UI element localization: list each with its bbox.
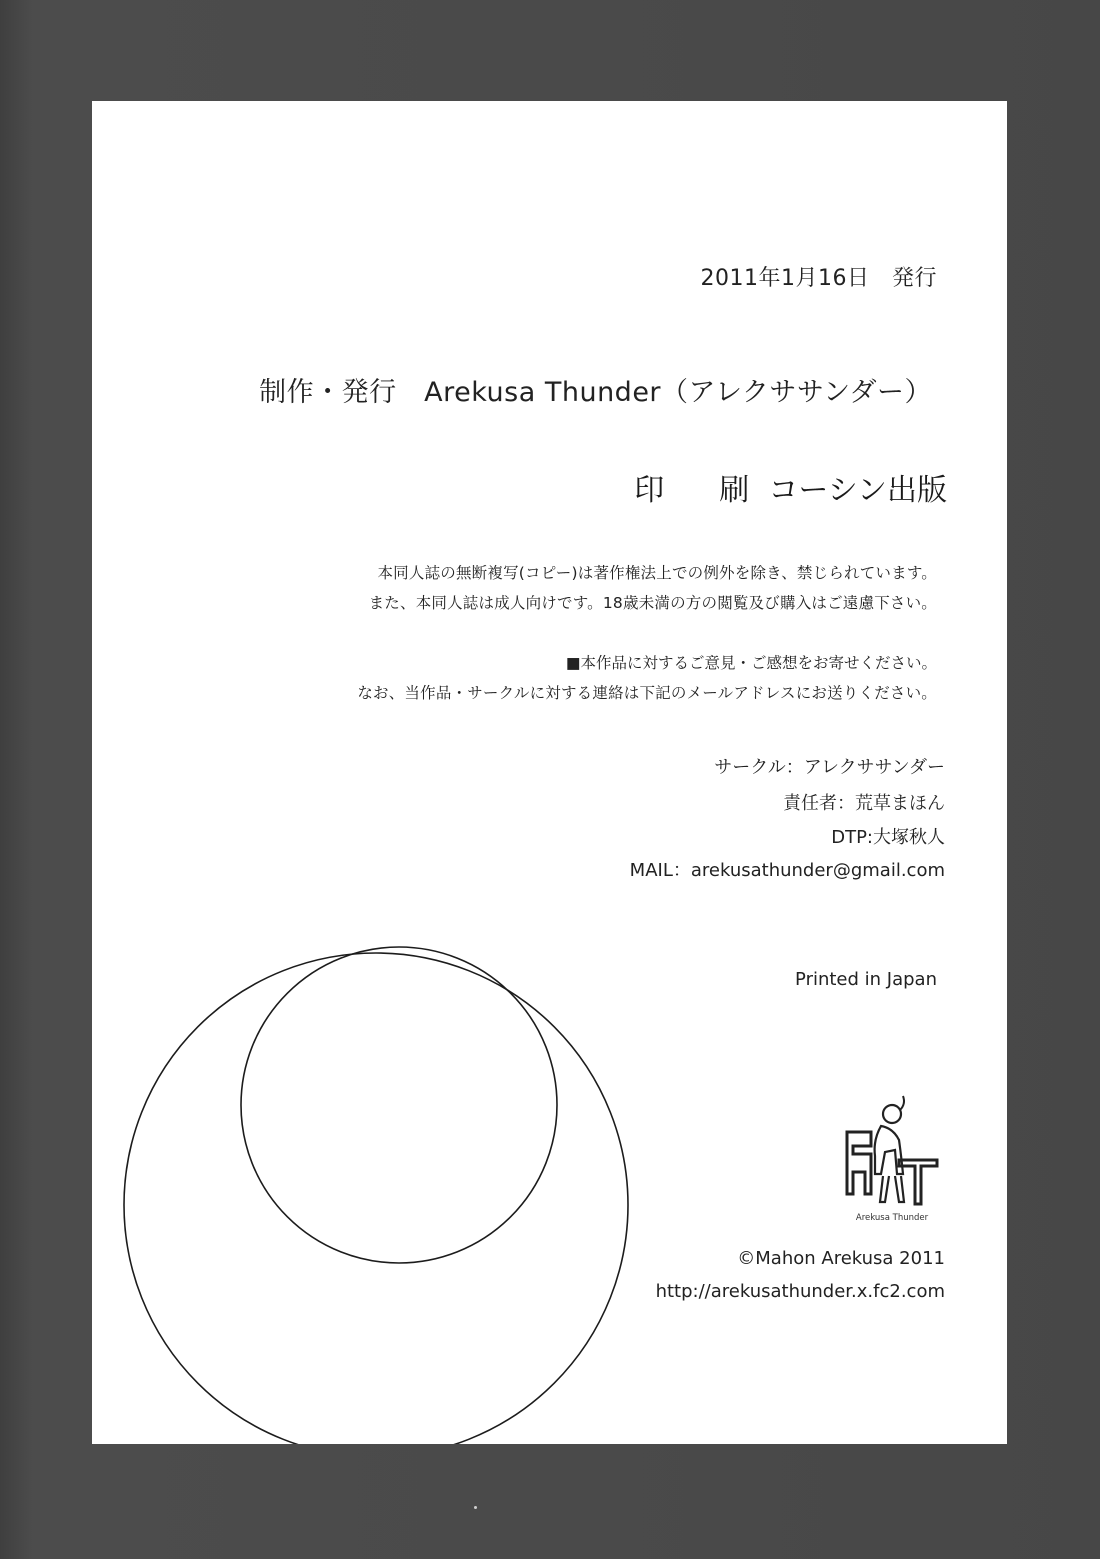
copyright-line: ©Mahon Arekusa 2011 <box>737 1248 945 1269</box>
colophon-page <box>92 101 1007 1444</box>
contact-notice: なお、当作品・サークルに対する連絡は下記のメールアドレスにお送りください。 <box>357 684 937 702</box>
circle-name: サークル：アレクササンダー <box>714 757 945 778</box>
printer-name: コーシン出版 <box>768 473 947 508</box>
printer-line <box>634 465 947 509</box>
issue-date: 2011年1月16日 発行 <box>700 266 937 291</box>
contact-email: MAIL：arekusathunder@gmail.com <box>629 860 945 881</box>
dtp-credit: DTP:大塚秋人 <box>831 827 945 848</box>
responsible-person: 責任者：荒草まほん <box>783 793 945 814</box>
publisher-line: 制作・発行 Arekusa Thunder（アレクササンダー） <box>259 377 932 408</box>
age-notice: また、本同人誌は成人向けです。18歳未満の方の閲覧及び購入はご遠慮下さい。 <box>368 594 937 612</box>
website-url: http://arekusathunder.x.fc2.com <box>655 1281 945 1302</box>
copyright-notice: 本同人誌の無断複写(コピー)は著作権法上での例外を除き、禁じられています。 <box>377 564 937 582</box>
logo-caption: Arekusa Thunder <box>855 1213 929 1223</box>
printer-label-2: 刷 <box>719 473 750 508</box>
small-circle <box>241 947 557 1263</box>
arekusa-thunder-logo <box>837 1094 947 1224</box>
printed-in-japan: Printed in Japan <box>795 969 937 990</box>
printer-label-1: 印 <box>634 473 665 508</box>
large-circle <box>124 953 628 1444</box>
feedback-notice: ■本作品に対するご意見・ご感想をお寄せください。 <box>565 654 937 672</box>
scan-speck <box>474 1506 477 1509</box>
